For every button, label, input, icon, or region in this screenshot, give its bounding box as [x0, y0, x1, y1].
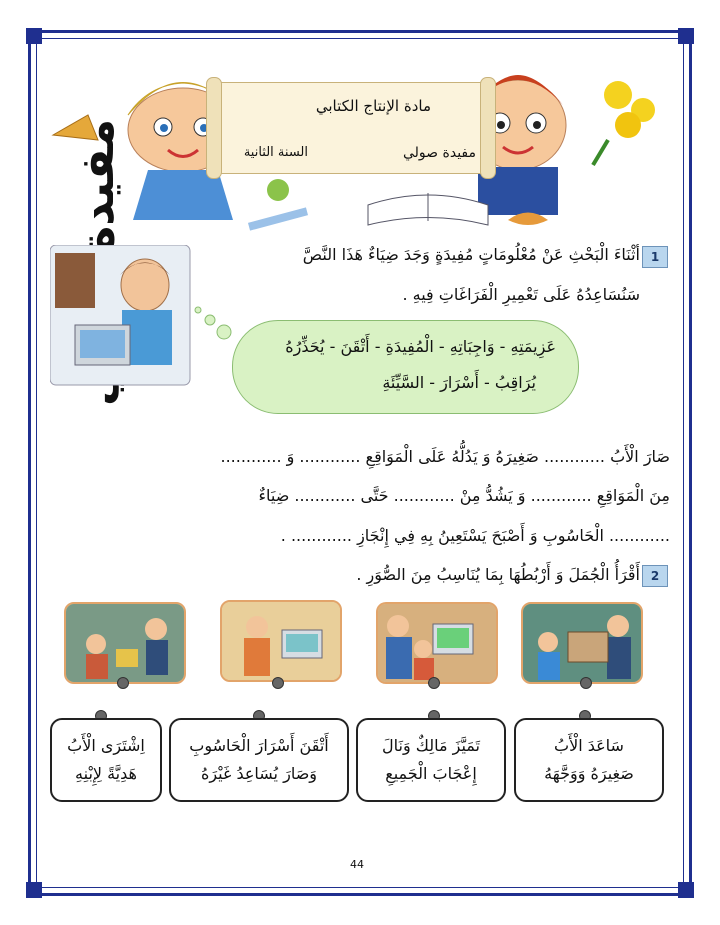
picture-gift — [64, 602, 186, 684]
exercise-2-badge: 2 — [642, 565, 668, 587]
sentence-box-3 — [169, 718, 349, 802]
exercise-1-badge: 1 — [642, 246, 668, 268]
exercise-1-instruction-2: سَنُسَاعِدُهُ عَلَى تَعْمِيرِ الْفَرَاغَاتِ فِيهِ . — [402, 285, 640, 304]
picture-father-helps — [376, 602, 498, 684]
author-name: مفيدة صولي — [403, 145, 476, 161]
sentence-1-line-2: صَغِيرَهُ وَوَجَّهَهُ — [544, 764, 634, 783]
corner-ornament — [678, 882, 694, 898]
word-bank-line-1: عَزِيمَتِهِ - وَاجِبَاتِهِ - الْمُفِيدَةِ - أَتْقَنَ - يُحَذِّرُهُ — [285, 337, 556, 356]
picture-connect-dot[interactable] — [272, 677, 284, 689]
exercise-2-instruction: أَقْرَأُ الْجُمَلَ وَ أَرْبُطُهَا بِمَا يُنَاسِبُ مِنَ الصُّوَرِ . — [356, 565, 640, 584]
thought-bubbles — [188, 300, 233, 340]
sentence-4-line-1: اِشْتَرَى الْأَبُ — [67, 736, 145, 755]
corner-ornament — [26, 28, 42, 44]
word-bank-line-2: يُرَاقِبُ - أَسْرَارَ - السَّيِّئَةِ — [382, 373, 536, 392]
picture-connect-dot[interactable] — [428, 677, 440, 689]
fill-text-line-1: صَارَ الْأَبُ ............ صَغِيرَهُ وَ يَدُلُّهُ عَلَى الْمَوَاقِعِ ............ وَ ............ — [220, 447, 670, 466]
picture-award — [521, 602, 643, 684]
corner-ornament — [678, 28, 694, 44]
corner-ornament — [26, 882, 42, 898]
sentence-box-1 — [514, 718, 664, 802]
sentence-3-line-2: وَصَارَ يُسَاعِدُ غَيْرَهُ — [200, 764, 318, 783]
computer-boy-illustration — [50, 245, 200, 395]
page-number: 44 — [350, 858, 364, 871]
fill-text-line-3: ............ الْحَاسُوبِ وَ أَصْبَحَ يَسْتَعِينُ بِهِ فِي إِنْجَازِ ............ . — [280, 526, 670, 545]
picture-connect-dot[interactable] — [580, 677, 592, 689]
exercise-1-instruction: أثْنَاءَ الْبَحْثِ عَنْ مُعْلُومَاتٍ مُفِيدَةٍ وَجَدَ ضِيَاءٌ هَذَا النَّصَّ — [302, 245, 640, 264]
sentence-2-line-1: تَمَيَّزَ مَالِكٌ وَنَالَ — [381, 736, 480, 755]
sentence-4-line-2: هَدِيَّةً لِإِبْنِهِ — [75, 764, 137, 783]
sentence-1-line-1: سَاعَدَ الْأَبُ — [554, 736, 624, 755]
grade-level: السنة الثانية — [243, 145, 308, 160]
fill-text-line-2: مِنَ الْمَوَاقِعِ ............ وَ يَشُدُّ مِنْ ............ حَتَّى ............ ضِيَاءٌ — [258, 486, 670, 505]
sentence-box-2 — [356, 718, 506, 802]
sentence-box-4 — [50, 718, 162, 802]
subject-title: مادة الإنتاج الكتابي — [315, 97, 431, 115]
picture-connect-dot[interactable] — [117, 677, 129, 689]
sentence-3-line-1: أَتْقَنَ أَسْرَارَ الْحَاسُوبِ — [189, 736, 329, 755]
sentence-2-line-2: إِعْجَابَ الْجَمِيعِ — [385, 764, 477, 783]
title-scroll — [215, 82, 487, 174]
picture-computer-class — [220, 600, 342, 682]
word-bank-cloud — [232, 320, 579, 414]
